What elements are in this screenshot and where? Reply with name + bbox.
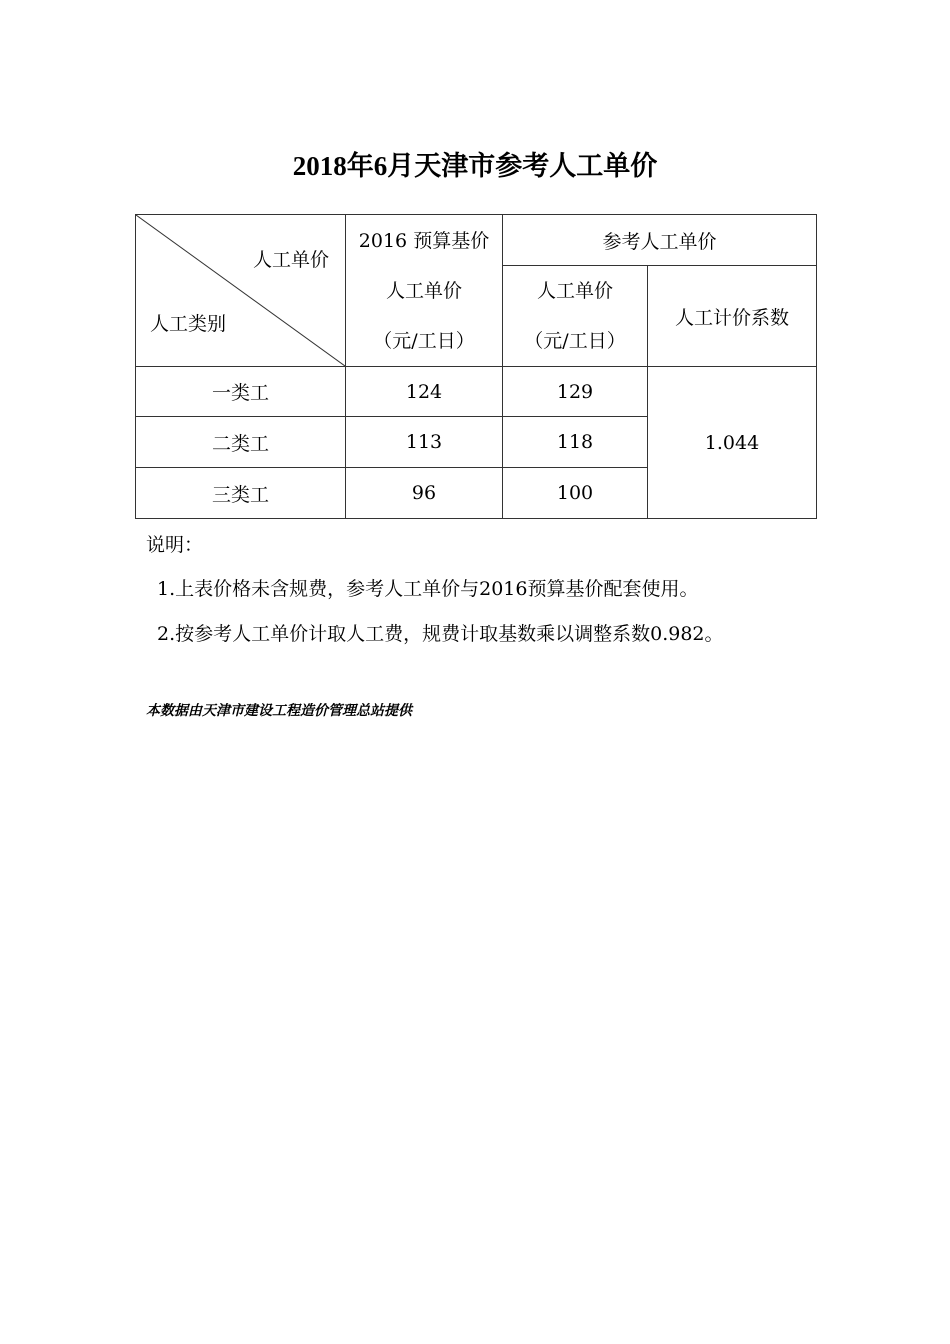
header-base-price-line2: 人工单价 [385, 279, 462, 302]
source-credit: 本数据由天津市建设工程造价管理总站提供 [146, 704, 412, 719]
row-base-price: 96 [346, 468, 503, 519]
diagonal-divider [136, 215, 345, 366]
header-base-price-cell [346, 215, 503, 367]
row-reference-price: 118 [503, 417, 648, 468]
header-reference-price-cell [503, 266, 648, 367]
row-category: 一类工 [136, 367, 346, 417]
header-reference-group: 参考人工单价 [503, 215, 817, 266]
note-item-2: 2.按参考人工单价计取人工费，规费计取基数乘以调整系数0.982。 [157, 623, 724, 645]
header-reference-price-line2: （元/工日） [524, 330, 626, 352]
row-reference-price: 129 [503, 367, 648, 417]
table-row [136, 367, 817, 417]
page-title: 2018年6月天津市参考人工单价 [292, 151, 658, 181]
note-item-1: 1.上表价格未含规费，参考人工单价与2016预算基价配套使用。 [157, 578, 699, 600]
header-base-price-line1: 2016 预算基价 [358, 229, 490, 252]
row-reference-price: 100 [503, 468, 648, 519]
coefficient-value: 1.044 [648, 367, 817, 519]
header-reference-price-line1: 人工单价 [536, 280, 613, 302]
row-category: 三类工 [136, 468, 346, 519]
header-labor-category-label: 人工类别 [150, 313, 227, 335]
header-unit-price-label: 人工单价 [252, 249, 329, 271]
header-coefficient-cell: 人工计价系数 [648, 266, 817, 367]
row-base-price: 124 [346, 367, 503, 417]
row-category: 二类工 [136, 417, 346, 468]
header-base-price-line3: （元/工日） [373, 329, 475, 352]
diagonal-header-cell [136, 215, 346, 367]
row-base-price: 113 [346, 417, 503, 468]
notes-heading: 说明： [146, 534, 204, 556]
labor-price-table [135, 214, 817, 519]
